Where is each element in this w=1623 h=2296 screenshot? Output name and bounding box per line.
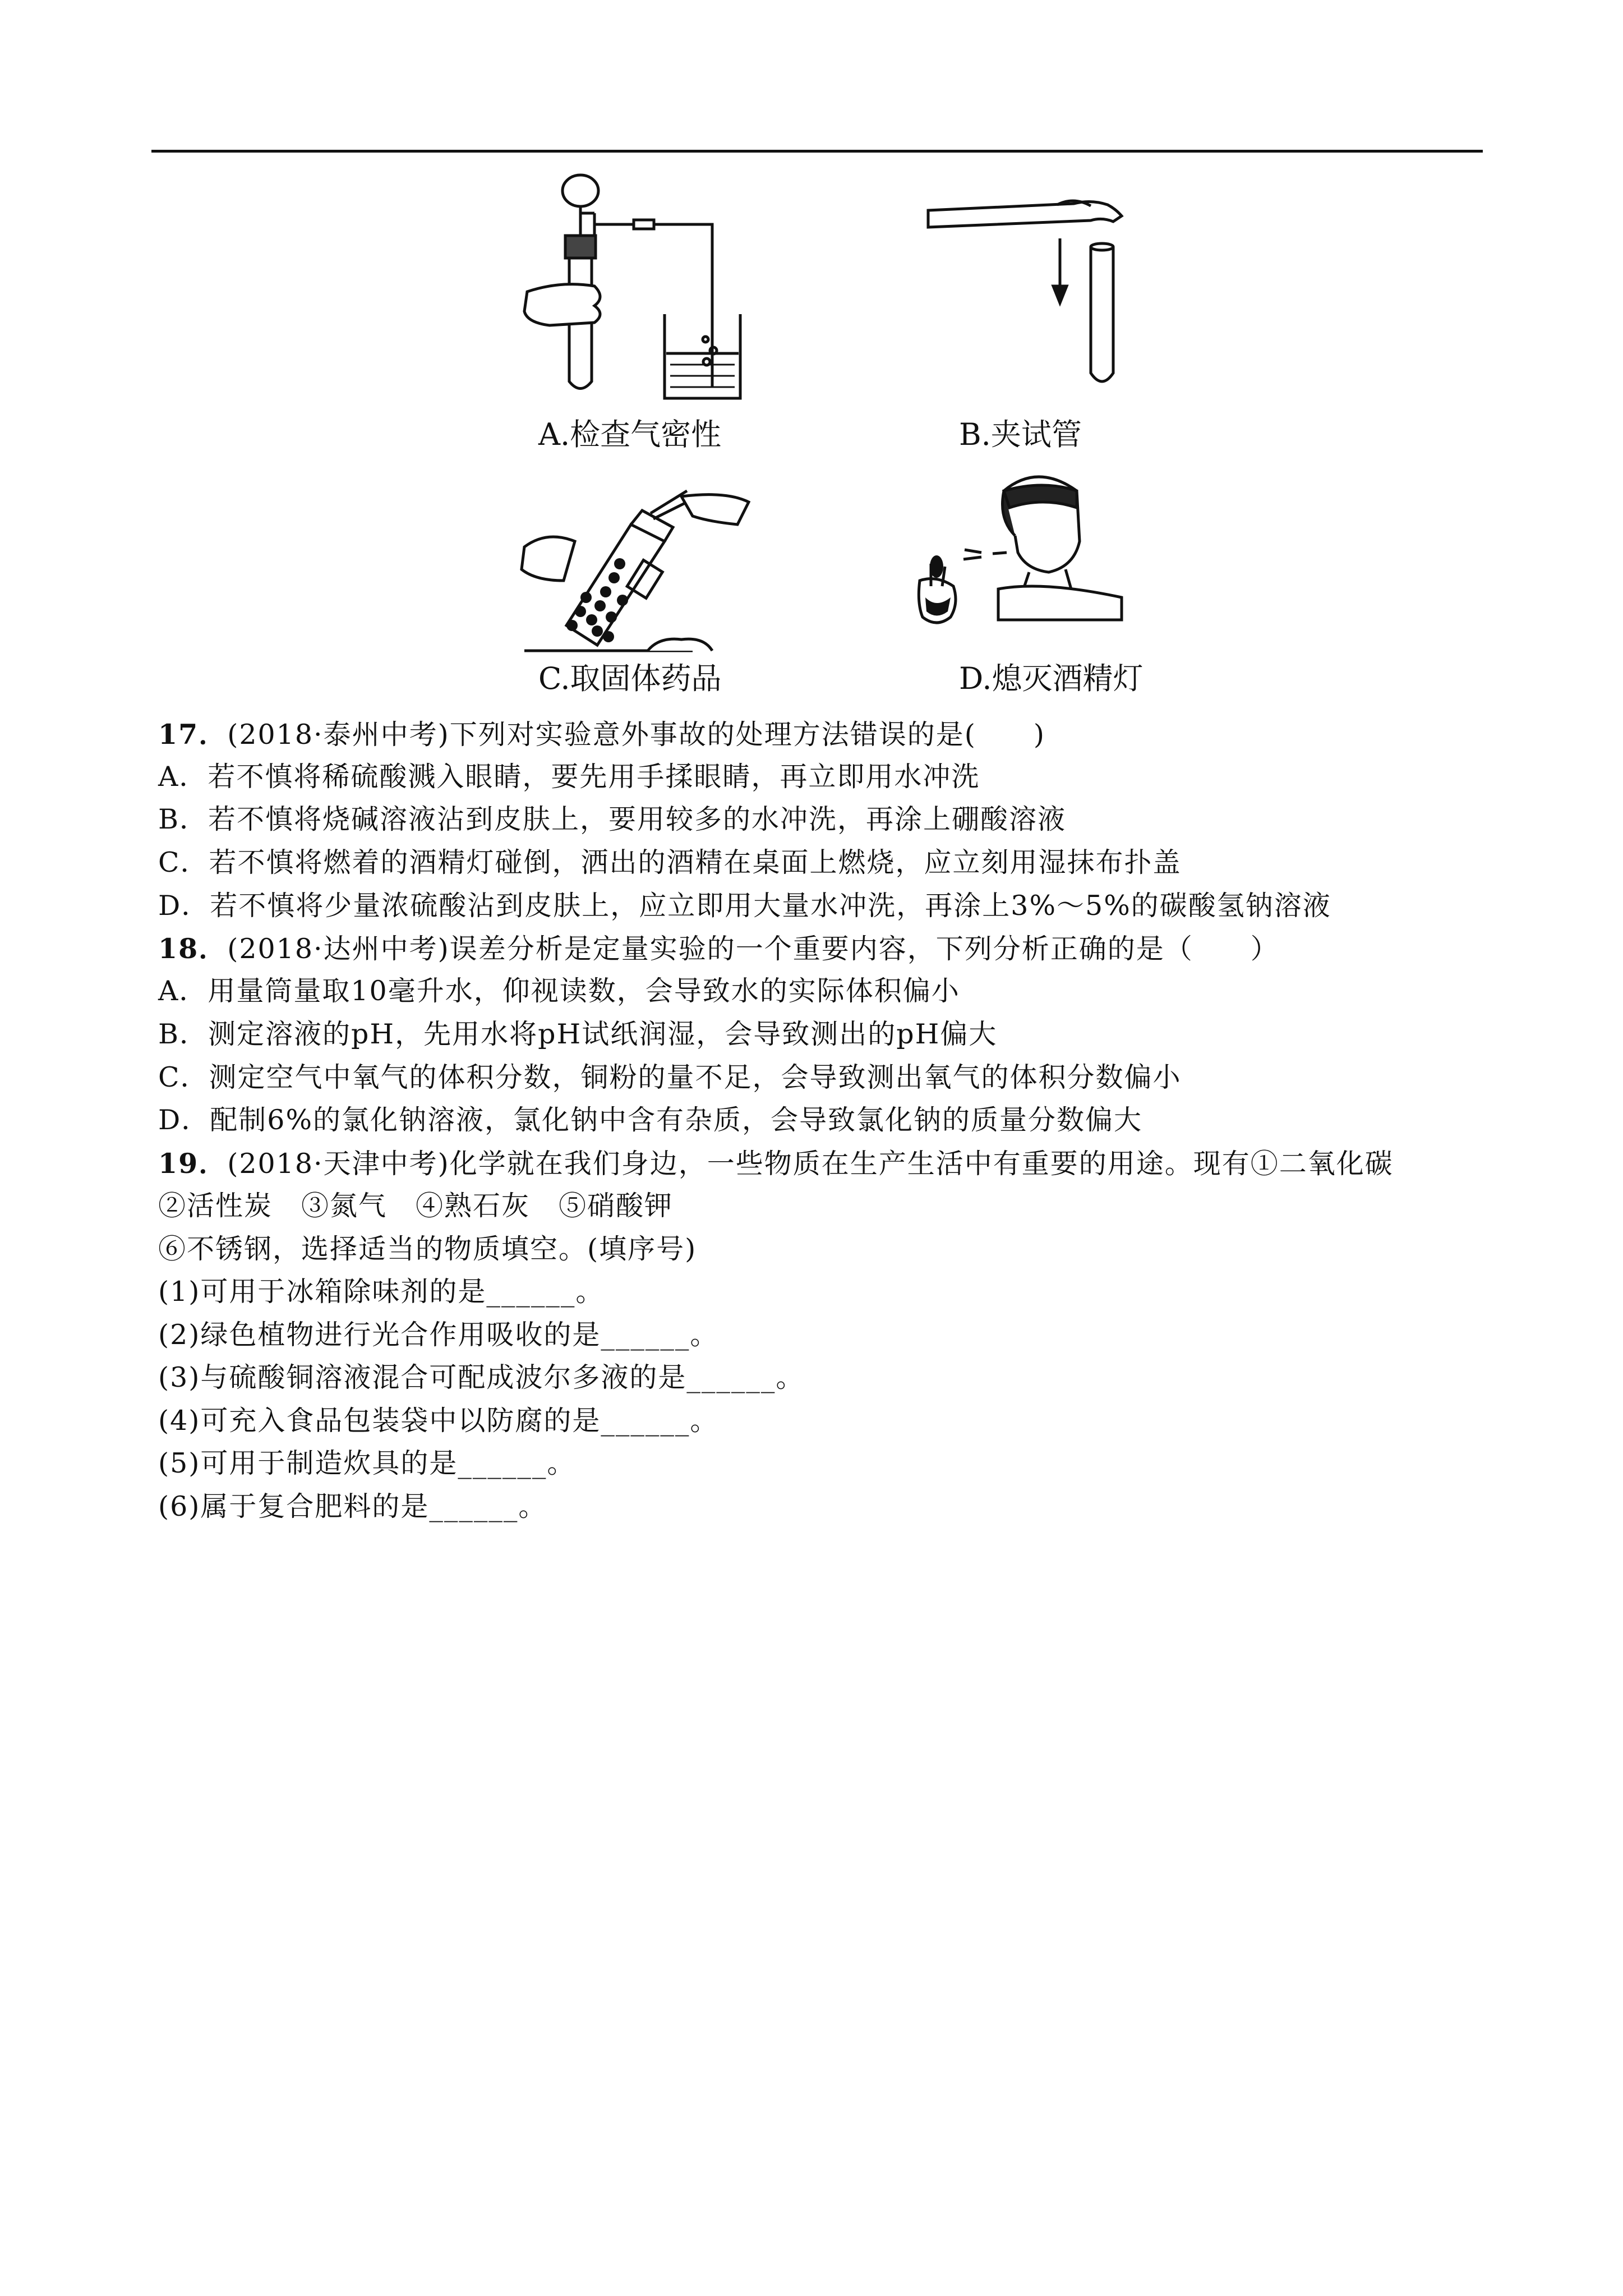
q19-item-1: (1)可用于冰箱除味剂的是______。 <box>158 1276 605 1308</box>
q17-option-c: C．若不慎将燃着的酒精灯碰倒，洒出的酒精在桌面上燃烧，应立刻用湿抹布扑盖 <box>158 846 1182 878</box>
q17-option-d: D．若不慎将少量浓硫酸沾到皮肤上，应立即用大量水冲洗，再涂上3%～5%的碳酸氢钠溶液 <box>158 890 1331 922</box>
alcohol-lamp-figure <box>914 468 1127 648</box>
q19-item-4: (4)可充入食品包装袋中以防腐的是______。 <box>158 1405 719 1437</box>
q18-option-c: C．测定空气中氧气的体积分数，铜粉的量不足，会导致测出氧气的体积分数偏小 <box>158 1061 1182 1093</box>
q17-stem-text: (2018·泰州中考)下列对实验意外事故的处理方法错误的是( ) <box>227 719 1045 751</box>
q19-stem-line2: ②活性炭 ③氮气 ④熟石灰 ⑤硝酸钾 <box>158 1190 674 1222</box>
q19-stem-text: (2018·天津中考)化学就在我们身边，一些物质在生产生活中有重要的用途。现有①二氧化碳 <box>227 1148 1394 1180</box>
q18-stem <box>158 931 1279 967</box>
q17-stem <box>158 717 1045 752</box>
airtightness-check-figure <box>516 168 751 409</box>
q19-item-3: (3)与硫酸铜溶液混合可配成波尔多液的是______。 <box>158 1361 805 1393</box>
solid-reagent-figure <box>513 491 754 654</box>
figure-a-caption: A.检查气密性 <box>538 417 722 452</box>
header-rule <box>151 150 1483 153</box>
q17-number: 17． <box>158 718 228 751</box>
q19-item-2: (2)绿色植物进行光合作用吸收的是______。 <box>158 1319 719 1351</box>
figure-c-caption: C.取固体药品 <box>538 661 722 696</box>
q19-number: 19． <box>158 1147 228 1180</box>
q19-stem <box>158 1146 1394 1181</box>
q19-item-5: (5)可用于制造炊具的是______。 <box>158 1447 576 1479</box>
test-tube-clamp-figure <box>923 194 1136 390</box>
q19-stem-line3: ⑥不锈钢，选择适当的物质填空。(填序号) <box>158 1233 697 1265</box>
figure-d-caption: D.熄灭酒精灯 <box>959 661 1144 696</box>
q17-option-a: A．若不慎将稀硫酸溅入眼睛，要先用手揉眼睛，再立即用水冲洗 <box>158 761 980 793</box>
q18-option-d: D．配制6%的氯化钠溶液，氯化钠中含有杂质，会导致氯化钠的质量分数偏大 <box>158 1104 1143 1136</box>
q17-option-b: B．若不慎将烧碱溶液沾到皮肤上，要用较多的水冲洗，再涂上硼酸溶液 <box>158 803 1067 835</box>
q18-option-b: B．测定溶液的pH，先用水将pH试纸润湿，会导致测出的pH偏大 <box>158 1018 998 1050</box>
q18-number: 18． <box>158 932 228 965</box>
q18-option-a: A．用量筒量取10毫升水，仰视读数，会导致水的实际体积偏小 <box>158 975 960 1007</box>
q18-stem-text: (2018·达州中考)误差分析是定量实验的一个重要内容，下列分析正确的是（ ） <box>227 933 1279 965</box>
q19-item-6: (6)属于复合肥料的是______。 <box>158 1490 547 1522</box>
figure-b-caption: B.夹试管 <box>959 417 1082 452</box>
